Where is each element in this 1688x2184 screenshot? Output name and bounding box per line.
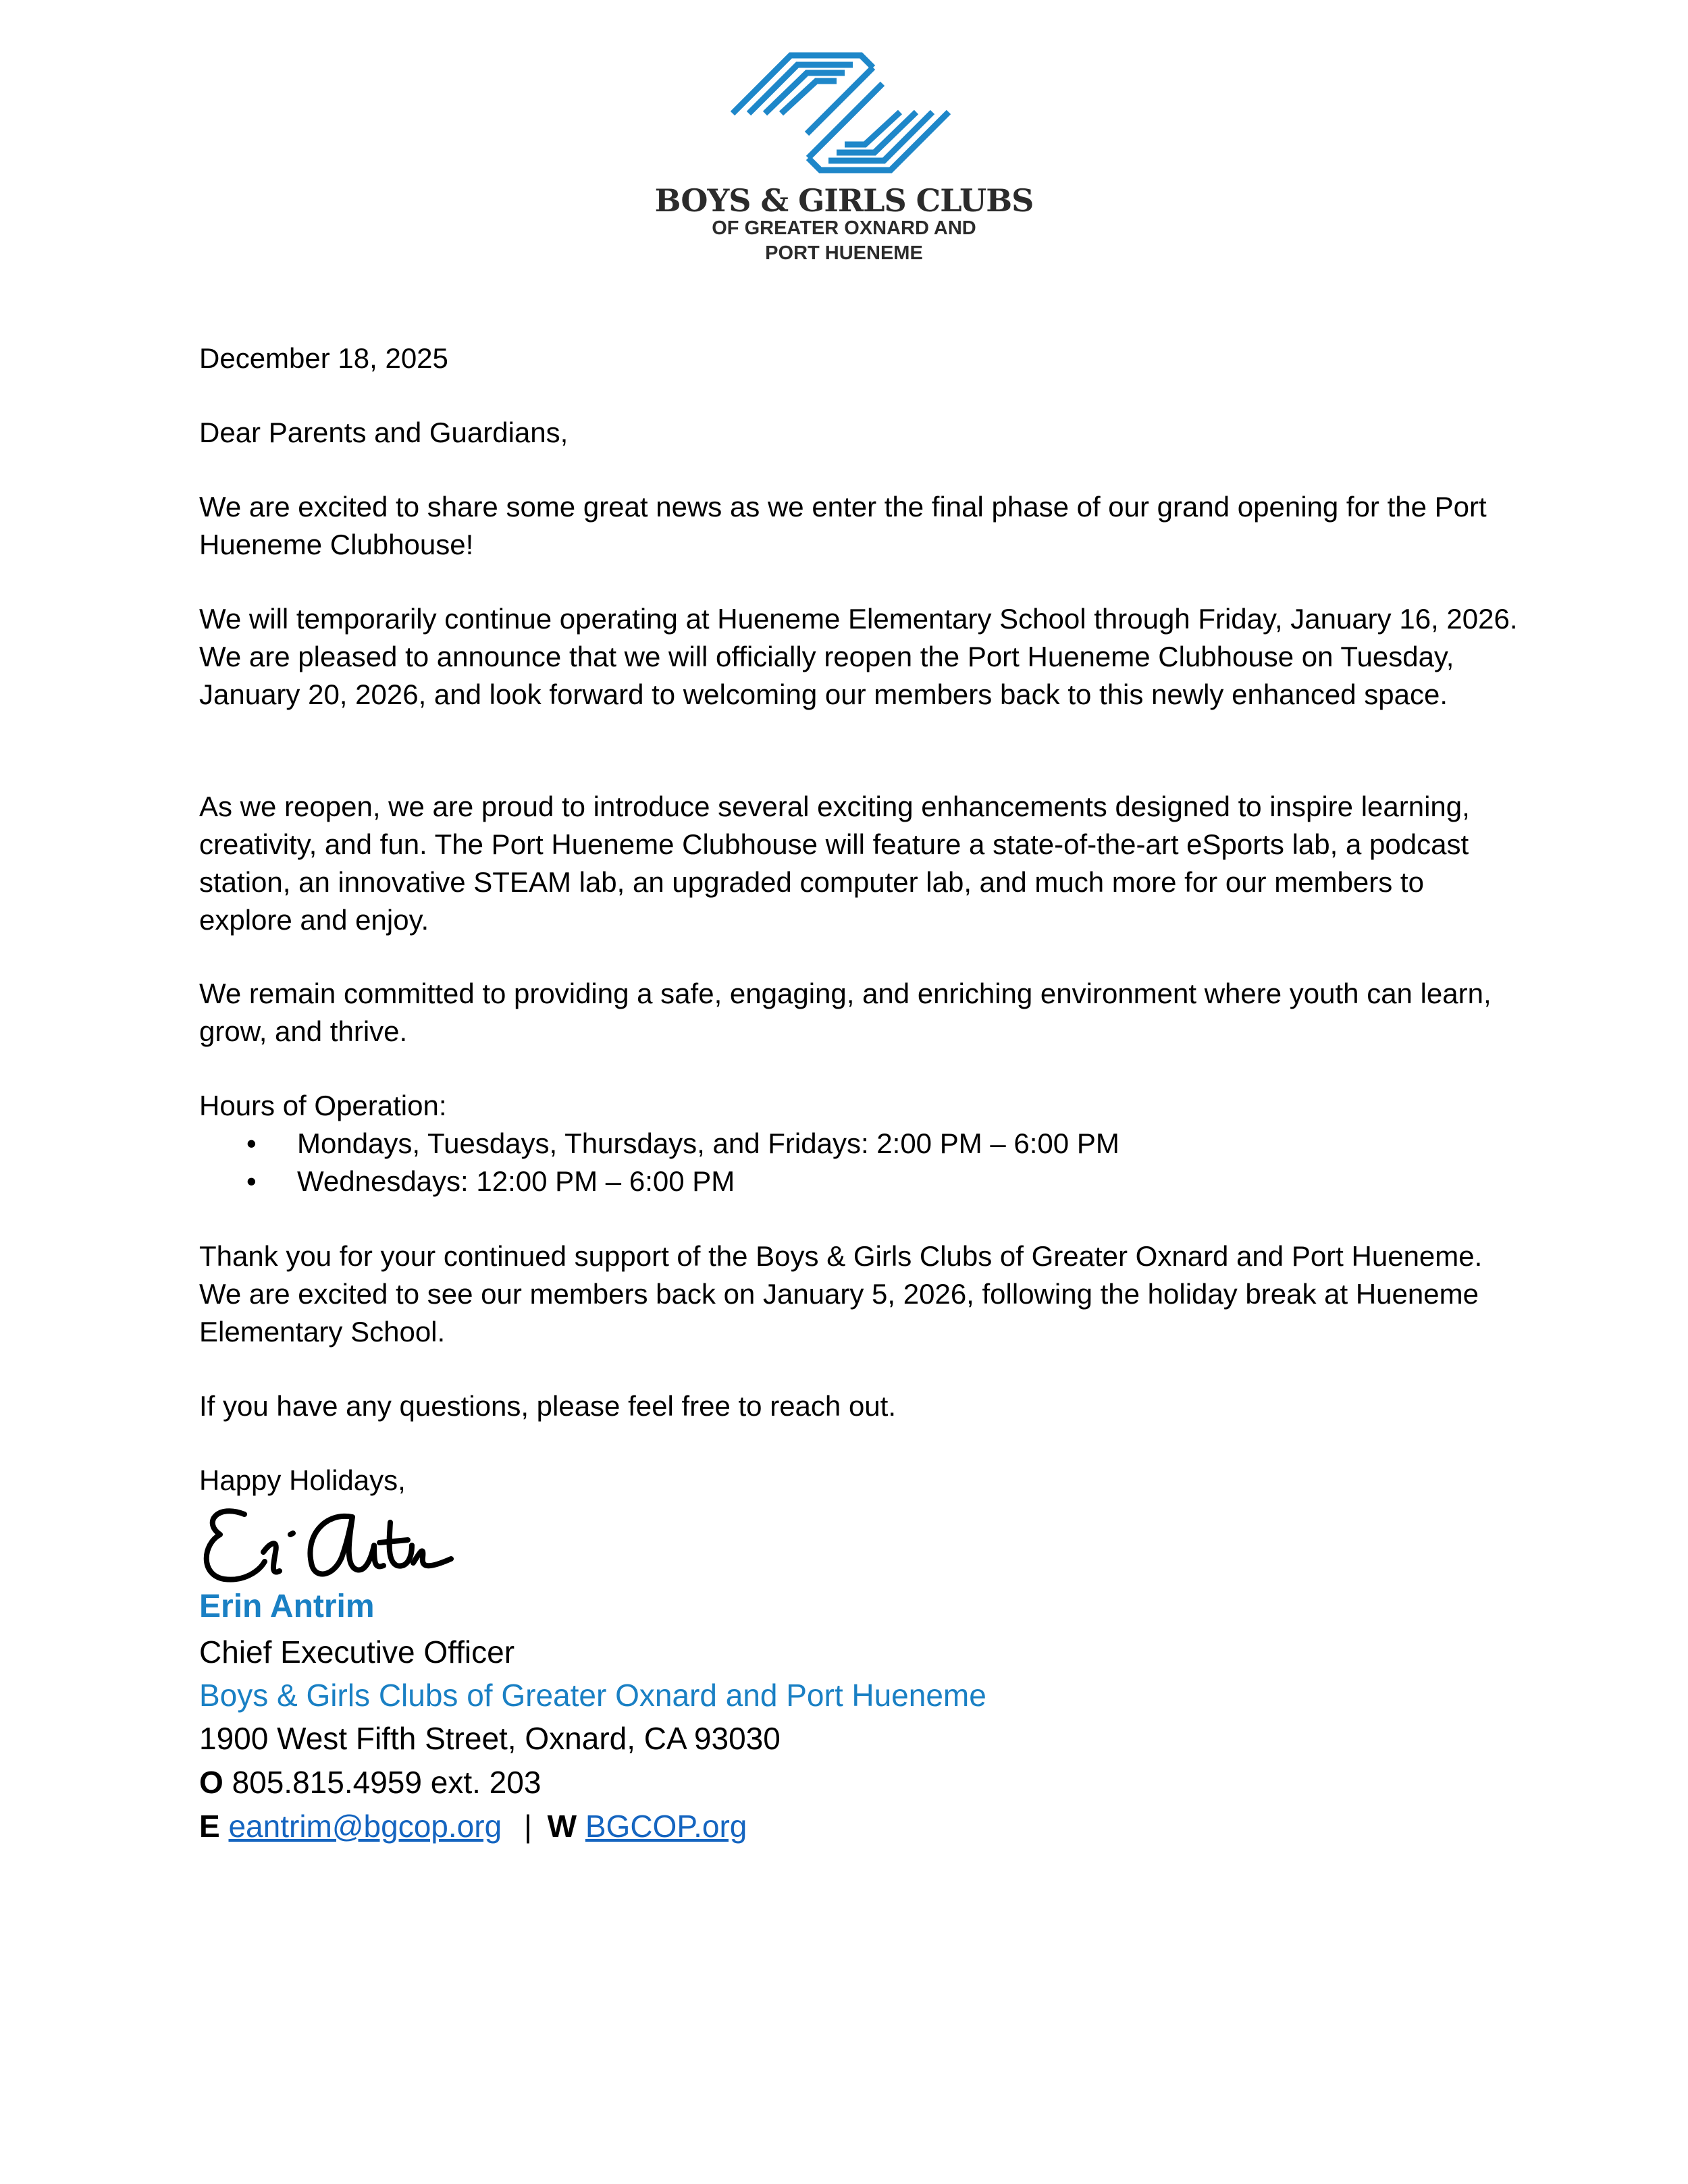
email-label: E	[199, 1809, 220, 1844]
signer-name: Erin Antrim	[199, 1589, 375, 1624]
signer-phone	[199, 1764, 541, 1801]
signer-organization: Boys & Girls Clubs of Greater Oxnard and Port Hueneme	[199, 1678, 986, 1713]
handwritten-signature	[197, 1495, 454, 1597]
hours-heading: Hours of Operation:	[199, 1090, 447, 1121]
org-name-line-2: OF GREATER OXNARD AND	[712, 217, 976, 239]
website-link[interactable]: BGCOP.org	[585, 1809, 747, 1844]
bullet-icon: •	[246, 1127, 257, 1159]
list-item: • Wednesdays: 12:00 PM – 6:00 PM	[199, 1163, 1523, 1200]
org-name-line-3: PORT HUENEME	[765, 242, 923, 264]
web-label: W	[547, 1809, 577, 1844]
signer-contact	[199, 1808, 747, 1844]
email-link[interactable]: eantrim@bgcop.org	[228, 1809, 502, 1844]
boys-girls-clubs-logo	[726, 49, 955, 177]
paragraph-questions: If you have any questions, please feel free to reach out.	[199, 1390, 896, 1422]
phone-number: 805.815.4959 ext. 203	[232, 1765, 542, 1800]
bullet-icon: •	[246, 1165, 257, 1197]
paragraph-commitment: We remain committed to providing a safe, engaging, and enriching environment where youth can learn, grow, and thrive.	[199, 978, 1492, 1047]
list-item: • Mondays, Tuesdays, Thursdays, and Fridays: 2:00 PM – 6:00 PM	[199, 1125, 1523, 1163]
signer-title: Chief Executive Officer	[199, 1634, 515, 1670]
letter-date: December 18, 2025	[199, 342, 448, 374]
paragraph-thank-you: Thank you for your continued support of the Boys & Girls Clubs of Greater Oxnard and Port Hueneme. We are excited to see our members back on January 5, 2026, following the holiday break at Hueneme Elementary School.	[199, 1240, 1483, 1348]
signer-address: 1900 West Fifth Street, Oxnard, CA 93030	[199, 1721, 781, 1756]
letter-salutation: Dear Parents and Guardians,	[199, 417, 569, 448]
phone-label: O	[199, 1765, 223, 1800]
org-name-line-1: BOYS & GIRLS CLUBS	[654, 182, 1034, 219]
paragraph-temporary-location: We will temporarily continue operating at Hueneme Elementary School through Friday, January 16, 2026. We are pleased to announce that we will officially reopen the Port Hueneme Clubhouse on Tuesday, January 20, 2026, and look forward to welcoming our members back to this newly enhanced space.	[199, 603, 1518, 710]
paragraph-enhancements: As we reopen, we are proud to introduce several exciting enhancements designed to inspire learning, creativity, and fun. The Port Hueneme Clubhouse will feature a state-of-the-art eSports lab, a podcast station, an innovative STEAM lab, an upgraded computer lab, and much more for our members to explore and enjoy.	[199, 791, 1470, 936]
letter-closing: Happy Holidays,	[199, 1464, 406, 1496]
hours-list	[199, 1125, 1523, 1200]
paragraph-announcement: We are excited to share some great news as we enter the final phase of our grand opening for the Port Hueneme Clubhouse!	[199, 491, 1487, 560]
contact-separator: |	[523, 1809, 532, 1844]
